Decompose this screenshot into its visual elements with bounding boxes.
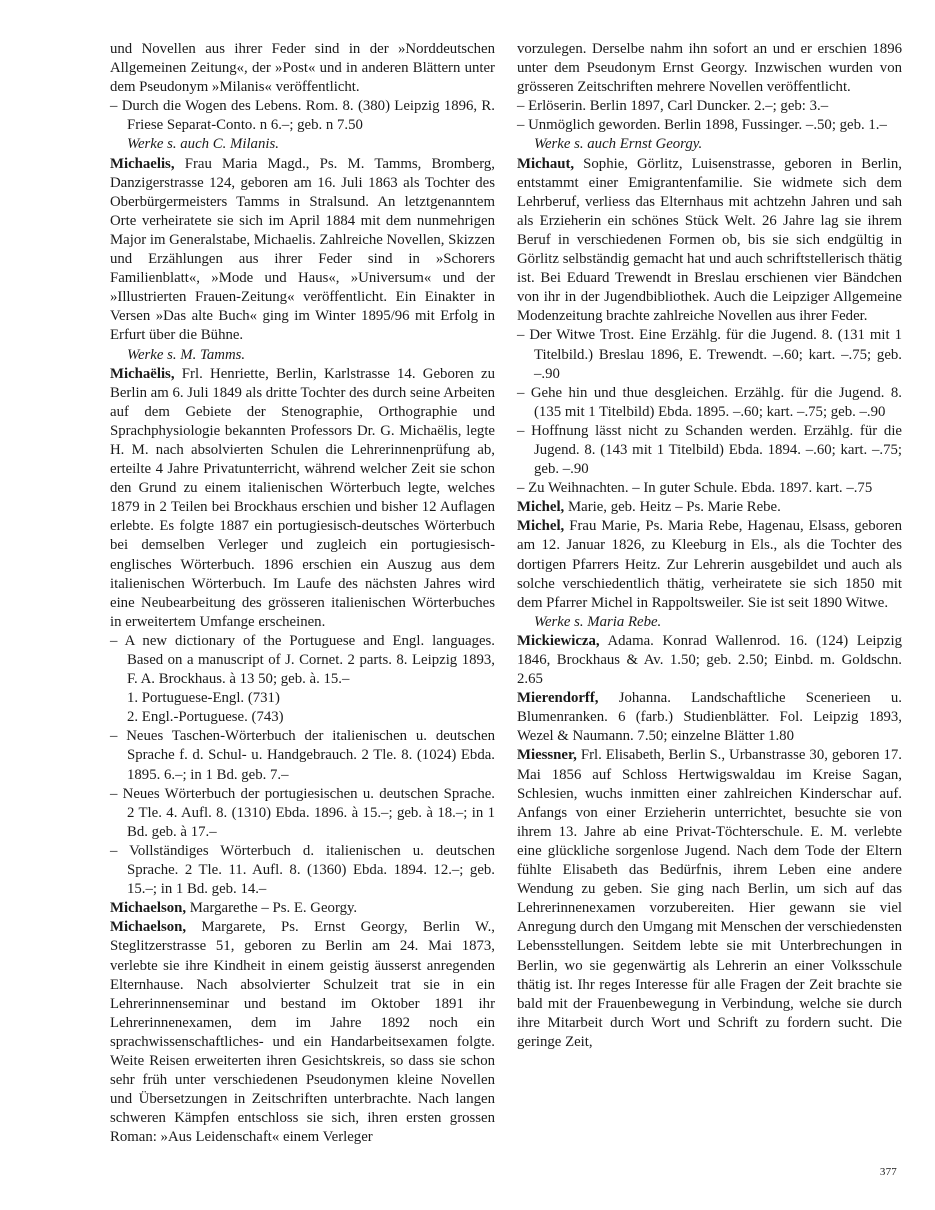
- left-sub-item: 1. Portuguese-Engl. (731): [127, 690, 280, 707]
- entry-text: Marie, geb. Heitz – Ps. Marie Rebe.: [564, 499, 781, 516]
- left-bibliography-item: – Neues Wörterbuch der portugiesischen u. deutschen Sprache. 2 Tle. 4. Aufl. 8. (1310) Ebda. 1896. à 15.–; geb. à 18.–; in 1 Bd. geb. à 17.–: [110, 785, 495, 840]
- right-entry: [517, 498, 902, 517]
- right-column: [517, 40, 902, 1052]
- entry-text: Johanna. Landschaftliche Scenerieen u. Blumenranken. 6 (farb.) Studienblätter. Fol. Leipzig 1893, Wezel & Naumann. 7.50; einzelne Blätter 1.80: [517, 690, 902, 745]
- entry-text: Margarete, Ps. Ernst Georgy, Berlin W., Steglitzerstrasse 51, geboren zu Berlin am 24. Mai 1873, verlebte sie ihre Kindheit in einem geistig äusserst anregenden Elternhause. Nach absolvierter Schulzeit trat sie in ein Lehrerinnenseminar und bestand im Oktober 1891 ihr Lehrerinnenexamen, dem im Jahre 1892 noch ein sprachwissenschaftliches- und ein Handarbeitsexamen folgte. Weite Reisen erweiterten ihren Gesichtskreis, so dass sie schon sehr früh unter verschiedenen Pseudonymen kleine Novellen und Übersetzungen in Zeitschriften unterbrachte. Nach langen schweren Kämpfen entschloss sie sich, ihren ersten grossen Roman: »Aus Leidenschaft« einem Verleger: [110, 919, 495, 1146]
- right-bibliography-item: – Hoffnung lässt nicht zu Schanden werden. Erzählg. für die Jugend. 8. (143 mit 1 Titelbild) Ebda. 1894. –.60; kart. –.75; geb. –.90: [517, 422, 902, 478]
- right-continued-text: vorzulegen. Derselbe nahm ihn sofort an und er erschien 1896 unter dem Pseudonym Ernst Georgy. Inzwischen wurden von grösseren Zeitschriften mehrere Novellen veröffentlicht.: [517, 41, 902, 96]
- entry-name: Michaelis,: [110, 155, 175, 172]
- left-entry: [110, 918, 495, 1147]
- entry-name: Miessner,: [517, 747, 577, 764]
- right-works-reference: Werke s. auch Ernst Georgy.: [534, 136, 703, 153]
- right-works-reference: Werke s. Maria Rebe.: [534, 613, 662, 630]
- right-entry: [517, 155, 902, 327]
- right-bibliography-item: – Zu Weihnachten. – In guter Schule. Ebda. 1897. kart. –.75: [517, 480, 873, 497]
- entry-name: Michaëlis,: [110, 365, 175, 382]
- entry-name: Michaelson,: [110, 919, 187, 936]
- right-bibliography-item: – Gehe hin und thue desgleichen. Erzählg. für die Jugend. 8. (135 mit 1 Titelbild) Ebda. 1895. –.60; kart. –.75; geb. –.90: [517, 384, 902, 420]
- entry-name: Michaelson,: [110, 900, 187, 917]
- entry-text: Frau Marie, Ps. Maria Rebe, Hagenau, Elsass, geboren am 12. Januar 1826, zu Kleeburg in Els., als die Tochter des dortigen Pfarrers Heitz. Zur Lehrerin ausgebildet und auch als solche verschiedentlich thätig, verheiratete sie sich 1850 mit dem Pfarrer Michel in Rappoltsweiler. Sie ist seit 1890 Witwe.: [517, 518, 902, 611]
- left-column: [110, 40, 495, 1147]
- left-bibliography-item: – Durch die Wogen des Lebens. Rom. 8. (380) Leipzig 1896, R. Friese Separat-Conto. n 6.–; geb. n 7.50: [110, 98, 495, 134]
- left-works-reference: Werke s. M. Tamms.: [127, 346, 246, 363]
- entry-text: Frl. Elisabeth, Berlin S., Urbanstrasse 30, geboren 17. Mai 1856 auf Schloss Hertwigswaldau im Kreise Sagan, Schlesien, wuchs inmitten einer zahlreichen Kinderschar auf. Anfangs von einer Erzieherin unterrichtet, besuchte sie von ihrem 13. Jahre ab eine Privat-Töchterschule. E. M. verlebte eine glückliche sorgenlose Jugend. Nach dem Tode der Eltern fühlte Elisabeth das Bedürfnis, ihrem Leben eine andere Wendung zu geben. Sie ging nach Berlin, um sich auf das Lehrerinnenexamen vorzubereiten. Hier gewann sie viel Anregung durch den Umgang mit Menschen der verschiedensten Lebensstellungen. Seitdem lebte sie mit Unterbrechungen in Berlin, wo sie gegenwärtig als Lehrerin an einer Volksschule thätig ist. Ihr reges Interesse für alle Fragen der Zeit brachte sie bald mit der Frauenbewegung in Verbindung, welche sie durch ihre Mitarbeit durch Wort und Schrift zu fordern sucht. Die geringe Zeit,: [517, 747, 903, 1050]
- right-entry: [517, 689, 902, 746]
- right-bibliography-item: – Der Witwe Trost. Eine Erzählg. für die Jugend. 8. (131 mit 1 Titelbild.) Breslau 1896, E. Trewendt. –.60; kart. –.75; geb. –.90: [517, 327, 902, 382]
- entry-name: Michel,: [517, 518, 565, 535]
- left-continued-text: und Novellen aus ihrer Feder sind in der »Norddeutschen Allgemeinen Zeitung«, der »Post« und in anderen Blättern unter dem Pseudonym »Milanis« veröffentlicht.: [110, 41, 495, 96]
- left-sub-item: 2. Engl.-Portuguese. (743): [127, 709, 284, 726]
- left-bibliography-item: – Vollständiges Wörterbuch d. italienischen u. deutschen Sprache. 2 Tle. 11. Aufl. 8. (1360) Ebda. 1894. 12.–; geb. 15.–; in 1 Bd. geb. 14.–: [110, 842, 495, 898]
- left-works-reference: Werke s. auch C. Milanis.: [127, 136, 279, 153]
- left-bibliography-item: – A new dictionary of the Portuguese and Engl. languages. Based on a manuscript of J. Cornet. 2 parts. 8. Leipzig 1893, F. A. Brockhaus. à 13 50; geb. à. 15.–: [110, 632, 495, 688]
- entry-text: Margarethe – Ps. E. Georgy.: [186, 900, 358, 917]
- entry-text: Adama. Konrad Wallenrod. 16. (124) Leipzig 1846, Brockhaus & Av. 1.50; geb. 2.50; Einbd. m. Goldschn. 2.65: [517, 632, 902, 688]
- right-entry: [517, 746, 902, 1052]
- entry-name: Michel,: [517, 499, 565, 516]
- entry-text: Frl. Henriette, Berlin, Karlstrasse 14. Geboren zu Berlin am 6. Juli 1849 als dritte Tochter des durch seine Arbeiten auf dem Gebiete der Stenographie, Orthographie und Sprachphysiologie bekannten Professors Dr. G. Michaëlis, legte H. M. nach absolvierten Schulen die Lehrerinnenprüfung ab, erteilte 4 Jahre Privatunterricht, während welcher Zeit sie schon den Grund zu einem italienischen Wörterbuch legte, welches 1879 in 2 Teilen bei Brockhaus erschien und bisher 12 Auflagen erlebte. Es folgte 1887 ein portugiesisch-deutsches Wörterbuch bei demselben Verleger und zugleich ein portugiesisch-englisches Wörterbuch. 1896 erschien ein Auszug aus dem italienischen Wörterbuch. Im Laufe des nächsten Jahres wird eine Neubearbeitung des grösseren italienischen Wörterbuches in erweitertem Umfange erscheinen.: [110, 365, 495, 630]
- page-number: 377: [879, 1166, 897, 1178]
- right-bibliography-item: – Erlöserin. Berlin 1897, Carl Duncker. 2.–; geb: 3.–: [517, 98, 829, 115]
- entry-name: Mickiewicza,: [517, 632, 600, 649]
- left-entry: [110, 365, 495, 632]
- left-bibliography-item: – Neues Taschen-Wörterbuch der italienischen u. deutschen Sprache f. d. Schul- u. Handgebrauch. 2 Tle. 8. (1024) Ebda. 1895. 6.–; in 1 Bd. geb. 7.–: [110, 728, 495, 783]
- entry-name: Mierendorff,: [517, 690, 599, 707]
- right-entry: [517, 632, 902, 689]
- entry-text: Sophie, Görlitz, Luisenstrasse, geboren in Berlin, entstammt einer Emigrantenfamilie. Sie widmete sich dem Lehrberuf, verliess das Elternhaus mit achtzehn Jahren und sah als Erzieherin ein schönes Stück Welt. 26 Jahre lag sie ihrem Beruf in verschiedenen Formen ob, bis sie sich endgültig in Görlitz selbständig gemacht hat und auch schriftstellerisch thätig ist. Bei Eduard Trewendt in Breslau erschienen vier Bändchen von ihr in der Jugendbibliothek. Auch die Leipziger Allgemeine Modenzeitung brachte zahlreiche Novellen aus ihrer Feder.: [517, 155, 902, 325]
- right-entry: [517, 517, 902, 612]
- entry-name: Michaut,: [517, 155, 575, 172]
- left-entry: [110, 899, 495, 918]
- entry-text: Frau Maria Magd., Ps. M. Tamms, Bromberg, Danzigerstrasse 124, geboren am 16. Juli 1863 als Tochter des Oberbürgermeisters Tamms in Stralsund. An letztgenanntem Orte verheiratete sie sich im April 1884 mit dem nunmehrigen Major im Generalstabe, Michaelis. Zahlreiche Novellen, Skizzen und Erzählungen aus ihrer Feder sind in »Schorers Familienblatt«, »Mode und Haus«, »Universum« und der »Illustrierten Frauen-Zeitung« veröffentlicht. Ein Einakter in Versen »Das alte Buch« ging im Winter 1895/96 mit Erfolg in Erfurt über die Bühne.: [110, 155, 495, 344]
- right-bibliography-item: – Unmöglich geworden. Berlin 1898, Fussinger. –.50; geb. 1.–: [517, 117, 887, 134]
- left-entry: [110, 155, 495, 346]
